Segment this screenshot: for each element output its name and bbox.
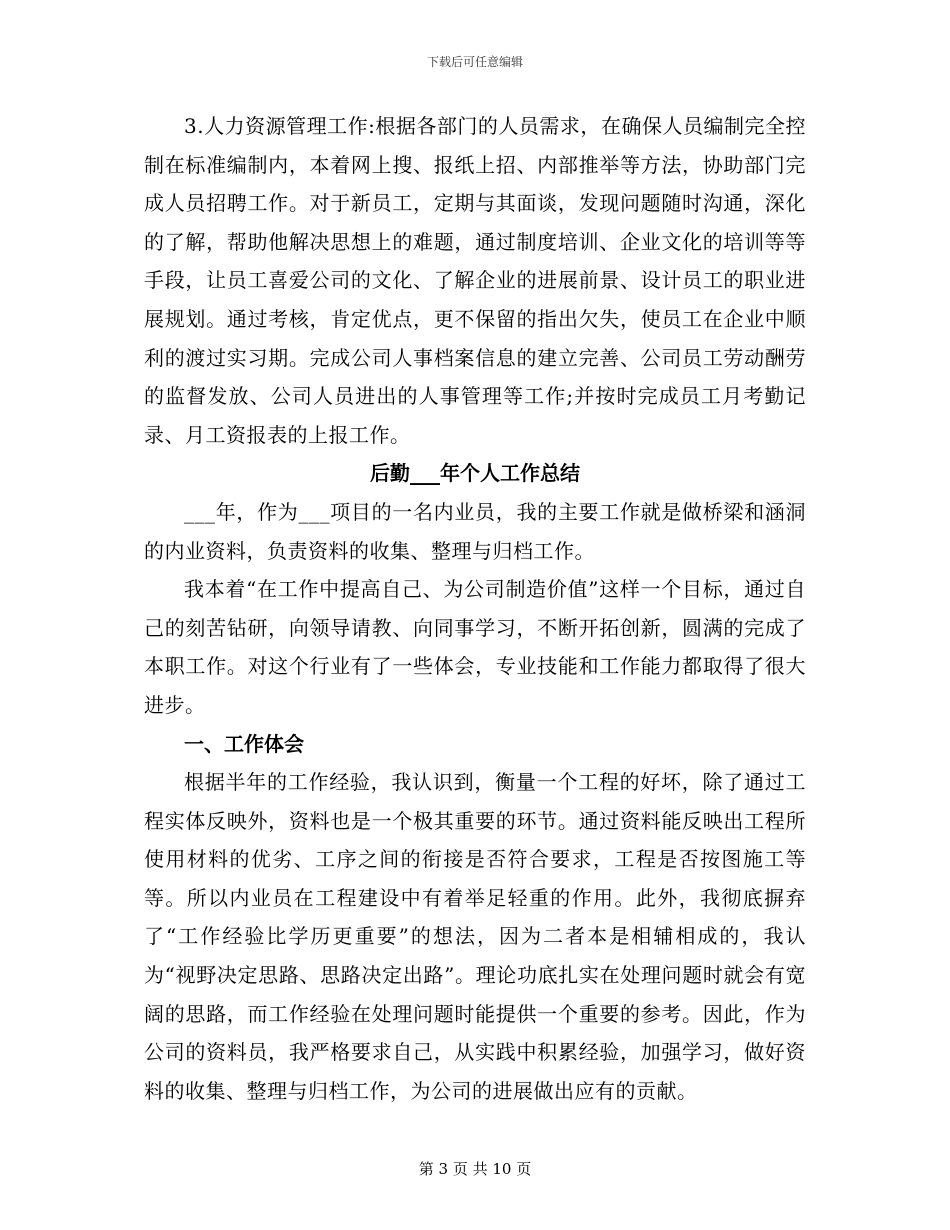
paragraph-intro: ___年，作为___项目的一名内业员，我的主要工作就是做桥梁和涵洞的内业资料，负责资料的收集、整理与归档工作。 bbox=[144, 499, 806, 563]
document-body bbox=[144, 107, 806, 1110]
page-number: 第 3 页 共 10 页 bbox=[418, 1160, 532, 1178]
paragraph-hr-management: 3.人力资源管理工作:根据各部门的人员需求，在确保人员编制完全控制在标准编制内，本着网上搜、报纸上招、内部推举等方法，协助部门完成人员招聘工作。对于新员工，定期与其面谈，发现问题随时沟通，深化的了解，帮助他解决思想上的难题，通过制度培训、企业文化的培训等等手段，让员工喜爱公司的文化、了解企业的进展前景、设计员工的职业进展规划。通过考核，肯定优点，更不保留的指出欠失，使员工在企业中顺利的渡过实习期。完成公司人事档案信息的建立完善、公司员工劳动酬劳的监督发放、公司人员进出的人事管理等工作;并按时完成员工月考勤记录、月工资报表的上报工作。 bbox=[144, 114, 806, 447]
document-title: 后勤___年个人工作总结 bbox=[370, 461, 580, 486]
paragraph-experience: 根据半年的工作经验，我认识到，衡量一个工程的好坏，除了通过工程实体反映外，资料也是一个极其重要的环节。通过资料能反映出工程所使用材料的优劣、工序之间的衔接是否符合要求，工程是否按图施工等等。所以内业员在工程建设中有着举足轻重的作用。此外，我彻底摒弃了“工作经验比学历更重要”的想法，因为二者本是相辅相成的，我认为“视野决定思路、思路决定出路”。理论功底扎实在处理问题时就会有宽阔的思路，而工作经验在处理问题时能提供一个重要的参考。因此，作为公司的资料员，我严格要求自己，从实践中积累经验，加强学习，做好资料的收集、整理与归档工作，为公司的进展做出应有的贡献。 bbox=[144, 770, 806, 1103]
section-heading: 一、工作体会 bbox=[184, 731, 304, 756]
header-note: 下载后可任意编辑 bbox=[426, 55, 523, 69]
paragraph-goal: 我本着“在工作中提高自己、为公司制造价值”这样一个目标，通过自己的刻苦钻研，向领导请教、向同事学习，不断开拓创新，圆满的完成了本职工作。对这个行业有了一些体会，专业技能和工作能力都取得了很大进步。 bbox=[144, 577, 806, 717]
